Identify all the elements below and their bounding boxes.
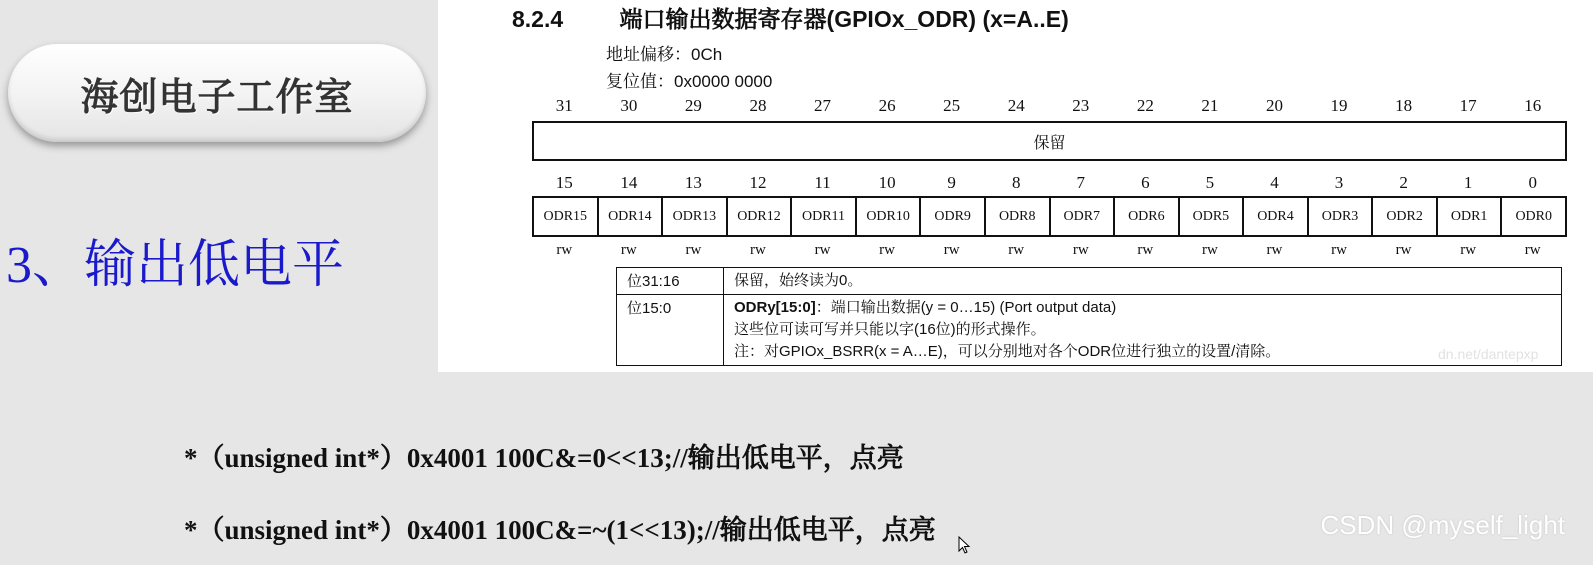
odr-field-cell: ODR1 bbox=[1438, 198, 1503, 235]
odr-field-cell: ODR6 bbox=[1115, 198, 1180, 235]
odr-field-cell: ODR9 bbox=[921, 198, 986, 235]
odr-field-cell: ODR5 bbox=[1180, 198, 1245, 235]
bit-number: 0 bbox=[1528, 173, 1537, 192]
bit-number: 14 bbox=[620, 173, 638, 192]
odr-field-cell: ODR8 bbox=[986, 198, 1051, 235]
bit-number: 24 bbox=[1007, 96, 1025, 115]
studio-badge-title: 海创电子工作室 bbox=[80, 74, 354, 119]
bit-number: 13 bbox=[684, 173, 702, 192]
desc-line: 保留，始终读为0。 bbox=[734, 272, 863, 289]
bit-number: 28 bbox=[749, 96, 767, 115]
access-label: rw bbox=[1201, 242, 1218, 258]
bit-number: 1 bbox=[1463, 173, 1473, 192]
bit-number: 15 bbox=[555, 173, 573, 192]
bit-number: 26 bbox=[878, 96, 896, 115]
reserved-field bbox=[532, 121, 1567, 161]
odr-fields-row bbox=[532, 196, 1567, 237]
desc-row bbox=[617, 268, 1562, 295]
low-bit-numbers bbox=[532, 173, 1565, 193]
doc-section-title: 端口输出数据寄存器(GPIOx_ODR) (x=A..E) bbox=[619, 6, 1069, 32]
doc-title bbox=[512, 1, 1069, 34]
desc-bits: 位15:0 bbox=[617, 295, 724, 366]
bit-number: 12 bbox=[749, 173, 767, 192]
bit-number: 20 bbox=[1265, 96, 1283, 115]
access-label: rw bbox=[1137, 242, 1154, 258]
desc-line bbox=[734, 297, 1551, 319]
access-label: rw bbox=[685, 242, 702, 258]
access-label: rw bbox=[620, 242, 637, 258]
csdn-watermark: CSDN @myself_light bbox=[1320, 510, 1565, 540]
desc-line-text: ：端口输出数据(y = 0…15) (Port output data) bbox=[815, 299, 1117, 316]
odr-field-cell: ODR14 bbox=[599, 198, 664, 235]
bit-number: 22 bbox=[1136, 96, 1154, 115]
bit-number: 17 bbox=[1459, 96, 1477, 115]
odr-field-cell: ODR11 bbox=[792, 198, 857, 235]
doc-section-number: 8.2.4 bbox=[512, 6, 564, 32]
access-label: rw bbox=[1460, 242, 1477, 258]
odr-field-cell: ODR10 bbox=[857, 198, 922, 235]
bit-number: 25 bbox=[943, 96, 961, 115]
desc-field-name: ODRy[15:0] bbox=[734, 299, 816, 316]
access-label: rw bbox=[556, 242, 573, 258]
access-label: rw bbox=[879, 242, 895, 258]
mouse-cursor-icon bbox=[958, 536, 972, 556]
desc-line: 注：对GPIOx_BSRR(x = A…E)，可以分别地对各个ODR位进行独立的设置/清除。 bbox=[734, 343, 1281, 360]
bit-number: 5 bbox=[1205, 173, 1215, 192]
bit-number: 21 bbox=[1201, 96, 1219, 115]
reserved-label: 保留 bbox=[1033, 132, 1066, 152]
bit-number: 10 bbox=[878, 173, 896, 192]
bit-number: 19 bbox=[1330, 96, 1348, 115]
bit-number: 11 bbox=[814, 173, 831, 192]
section-heading: 3、输出低电平 bbox=[6, 237, 345, 294]
odr-field-cell: ODR7 bbox=[1051, 198, 1116, 235]
address-offset: 地址偏移：0Ch bbox=[606, 45, 723, 64]
desc-row bbox=[617, 295, 1562, 366]
bit-number: 29 bbox=[684, 96, 702, 115]
bit-number: 3 bbox=[1334, 173, 1344, 192]
desc-line: 这些位可读可写并只能以字(16位)的形式操作。 bbox=[734, 321, 1046, 338]
access-label: rw bbox=[943, 242, 960, 258]
access-row bbox=[532, 242, 1565, 260]
bit-number: 18 bbox=[1395, 96, 1413, 115]
code-line-2: *（unsigned int*）0x4001 100C&=~(1<<13);//输出低电平，点亮 bbox=[184, 515, 936, 545]
access-label: rw bbox=[1008, 242, 1025, 258]
access-label: rw bbox=[1395, 242, 1412, 258]
desc-text bbox=[724, 268, 1562, 295]
bit-number: 30 bbox=[620, 96, 638, 115]
desc-bits: 位31:16 bbox=[617, 268, 724, 295]
reset-value: 复位值：0x0000 0000 bbox=[606, 72, 773, 91]
odr-field-cell: ODR2 bbox=[1373, 198, 1438, 235]
access-label: rw bbox=[1266, 242, 1283, 258]
code-line-1: *（unsigned int*）0x4001 100C&=0<<13;//输出低电平，点亮 bbox=[184, 443, 904, 473]
odr-field-cell: ODR15 bbox=[534, 198, 599, 235]
studio-badge bbox=[8, 44, 426, 142]
bit-number: 31 bbox=[555, 96, 573, 115]
bit-number: 7 bbox=[1076, 173, 1086, 192]
odr-field-cell: ODR12 bbox=[728, 198, 793, 235]
bit-number: 2 bbox=[1399, 173, 1408, 192]
doc-watermark: dn.net/dantepxp bbox=[1438, 346, 1539, 362]
access-label: rw bbox=[1072, 242, 1089, 258]
access-label: rw bbox=[814, 242, 831, 258]
bit-number: 16 bbox=[1524, 96, 1542, 115]
access-label: rw bbox=[1524, 242, 1541, 258]
odr-field-cell: ODR4 bbox=[1244, 198, 1309, 235]
bit-number: 27 bbox=[814, 96, 832, 115]
desc-text bbox=[724, 295, 1562, 366]
access-label: rw bbox=[1331, 242, 1347, 258]
register-doc-image bbox=[438, 0, 1593, 372]
bit-number: 8 bbox=[1011, 173, 1021, 192]
bit-number: 4 bbox=[1270, 173, 1279, 192]
bit-number: 9 bbox=[947, 173, 956, 192]
odr-field-cell: ODR13 bbox=[663, 198, 728, 235]
bit-description-table bbox=[616, 267, 1562, 366]
access-label: rw bbox=[750, 242, 766, 258]
bit-number: 23 bbox=[1072, 96, 1090, 115]
odr-field-cell: ODR0 bbox=[1515, 208, 1552, 224]
high-bit-numbers bbox=[532, 96, 1565, 116]
bit-number: 6 bbox=[1141, 173, 1150, 192]
odr-field-cell: ODR3 bbox=[1309, 198, 1374, 235]
